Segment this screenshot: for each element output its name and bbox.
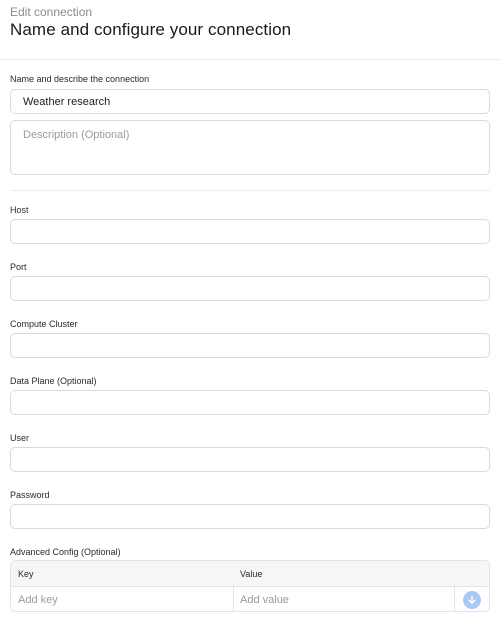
add-config-button[interactable] [463,591,481,609]
advanced-config-row [11,587,490,612]
compute-cluster-input[interactable] [10,333,490,358]
host-input[interactable] [10,219,490,244]
host-label: Host [10,205,29,215]
config-value-input[interactable] [233,587,454,612]
key-column-header: Key [18,569,34,579]
page-eyebrow: Edit connection [10,5,93,19]
port-label: Port [10,262,27,272]
section-divider [10,190,490,191]
arrow-down-circle-icon [467,595,477,605]
connection-description-input[interactable] [10,120,490,175]
advanced-config-header [11,561,490,587]
port-input[interactable] [10,276,490,301]
password-input[interactable] [10,504,490,529]
user-input[interactable] [10,447,490,472]
compute-cluster-label: Compute Cluster [10,319,78,329]
page-title: Name and configure your connection [10,20,292,39]
value-column-header: Value [240,569,263,579]
user-label: User [10,433,30,443]
advanced-config-table [10,560,490,612]
column-separator [454,587,455,612]
page-header [0,0,500,60]
config-key-input[interactable] [11,587,233,612]
advanced-config-label: Advanced Config (Optional) [10,547,121,557]
password-label: Password [10,490,50,500]
connection-name-input[interactable] [10,89,490,114]
data-plane-label: Data Plane (Optional) [10,376,97,386]
data-plane-input[interactable] [10,390,490,415]
describe-section-label: Name and describe the connection [10,74,150,84]
